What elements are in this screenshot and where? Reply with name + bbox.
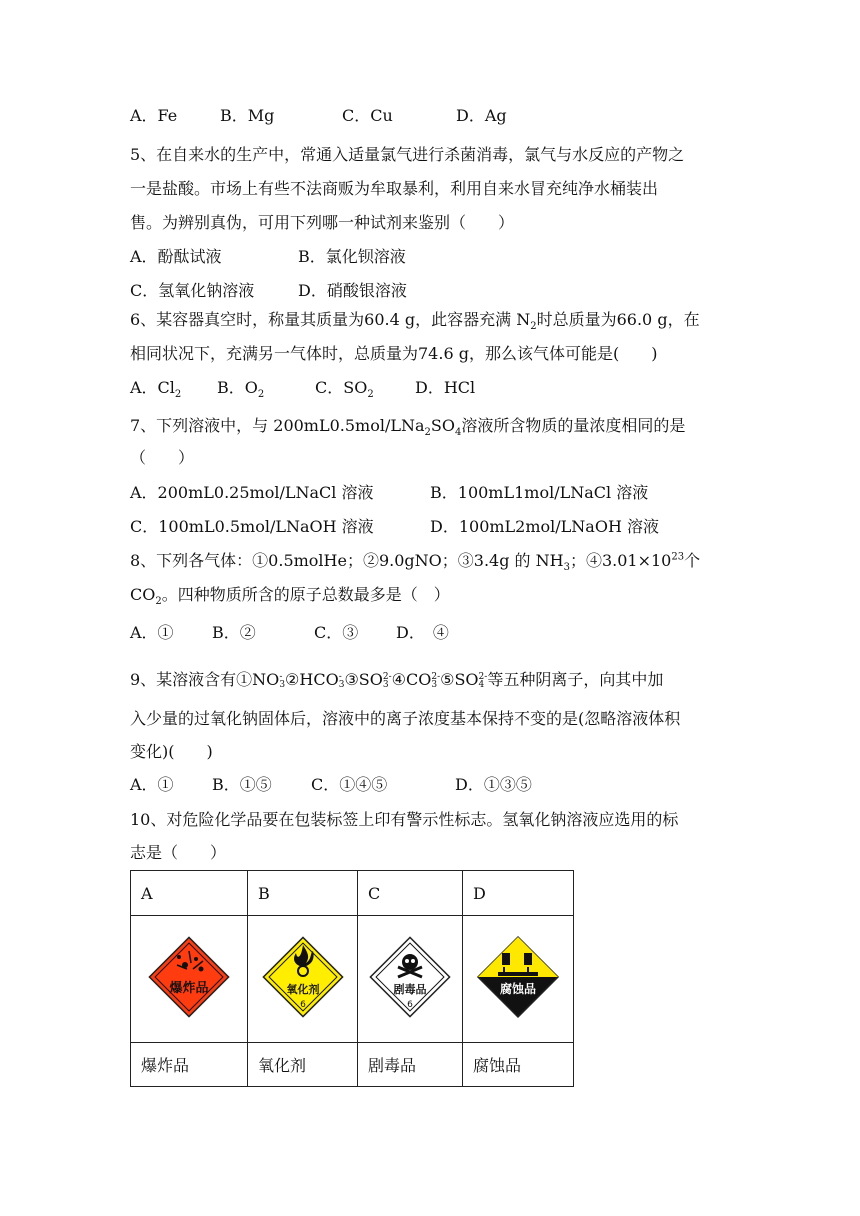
explosive-sign-text: 爆炸品 [169,981,209,996]
sign-name-c: 剧毒品 [358,1043,463,1087]
q4-option-b: B．Mg [220,106,275,125]
q7-option-d: D．100mL2mol/LNaOH 溶液 [430,517,659,536]
sign-name-d: 腐蚀品 [463,1043,574,1087]
q9-line-1: 9、某溶液含有①NO - 3 ②HCO - 3 ③SO 2- 3 ④CO 2- 3 ⑤SO 2- 4 等五种阴离子，向其中加 [130,670,664,690]
q5-option-d: D．硝酸银溶液 [298,281,407,300]
q4-option-d: D．Ag [456,106,507,125]
q4-option-a: A．Fe [130,106,178,125]
sign-name-b: 氧化剂 [248,1043,358,1087]
oxidizer-sign-icon [260,929,346,1025]
toxic-sign-text: 剧毒品 [393,983,427,996]
q10-line-1: 10、对危险化学品要在包装标签上印有警示性标志。氢氧化钠溶液应选用的标 [130,810,679,829]
oxidizer-sign-number: 6 [299,1000,306,1010]
q9-line-2: 入少量的过氧化钠固体后，溶液中的离子浓度基本保持不变的是(忽略溶液体积 [130,709,681,728]
q6-line-2: 相同状况下，充满另一气体时，总质量为74.6 g，那么该气体可能是( ) [130,344,658,363]
q9-option-a: A．① [130,775,174,794]
q8-option-b: B．② [212,623,256,642]
q6-option-d: D．HCl [415,378,476,397]
q9-option-b: B．①⑤ [212,775,272,794]
q9-option-d: D．①③⑤ [455,775,532,794]
toxic-sign-cell [358,916,463,1043]
q9-option-c: C．①④⑤ [311,775,388,794]
oxidizer-sign-text: 氧化剂 [286,983,319,996]
q5-line-2: 一是盐酸。市场上有些不法商贩为牟取暴利，利用自来水冒充纯净水桶装出 [130,179,659,198]
q8-option-d: D． ④ [396,623,449,642]
q9-line-3: 变化)( ) [130,742,213,761]
explosive-sign-cell [131,916,248,1043]
q5-line-1: 5、在自来水的生产中，常通入适量氯气进行杀菌消毒，氯气与水反应的产物之 [130,145,685,164]
table-header-b: B [248,871,358,916]
q8-option-c: C．③ [314,623,359,642]
table-header-a: A [131,871,248,916]
hazard-sign-table [130,870,574,1087]
q7-option-b: B．100mL1mol/LNaCl 溶液 [430,483,649,502]
q5-option-a: A．酚酞试液 [130,247,222,266]
q7-line-2: （ ） [130,448,195,467]
q10-line-2: 志是（ ） [130,843,227,862]
q7-line-1: 7、下列溶液中，与 $200mL0.5mol/LNa_2SO_4$溶液所含物质的量浓度相同的是 [130,416,686,439]
q8-option-a: A．① [130,623,174,642]
q4-option-c: C．Cu [342,106,393,125]
q5-line-3: 售。为辨别真伪，可用下列哪一种试剂来鉴别（ ） [130,213,515,232]
table-header-c: C [358,871,463,916]
explosive-sign-icon [141,929,237,1025]
corrosive-sign-cell [463,916,574,1043]
q6-option-a: A．$Cl_2$ [130,378,182,401]
q5-option-b: B．氯化钡溶液 [298,247,406,266]
q5-option-c: C．氢氧化钠溶液 [130,281,255,300]
q7-option-c: C．100mL0.5mol/LNaOH 溶液 [130,517,374,536]
q6-option-c: C．$SO_2$ [315,378,374,401]
q8-line-2: $CO_2$。四种物质所含的原子总数最多是（ ） [130,585,450,608]
toxic-sign-icon [369,929,451,1025]
corrosive-sign-text: 腐蚀品 [499,982,537,996]
q8-line-1: 8、下列各气体：①0.5molHe；②9.0gNO；③3.4g 的 $NH_3$；$④3.01\times 10^{23}$个 [130,551,701,574]
table-header-d: D [463,871,574,916]
q7-option-a: A．200mL0.25mol/LNaCl 溶液 [130,483,374,502]
oxidizer-sign-cell [248,916,358,1043]
toxic-sign-number: 6 [407,1000,413,1010]
q6-line-1: 6、某容器真空时，称量其质量为60.4 g，此容器充满 $N_2$时总质量为66.0 g，在 [130,310,700,333]
corrosive-sign-icon [474,929,562,1025]
q6-option-b: B．$O_2$ [217,378,265,401]
sign-name-a: 爆炸品 [131,1043,248,1087]
